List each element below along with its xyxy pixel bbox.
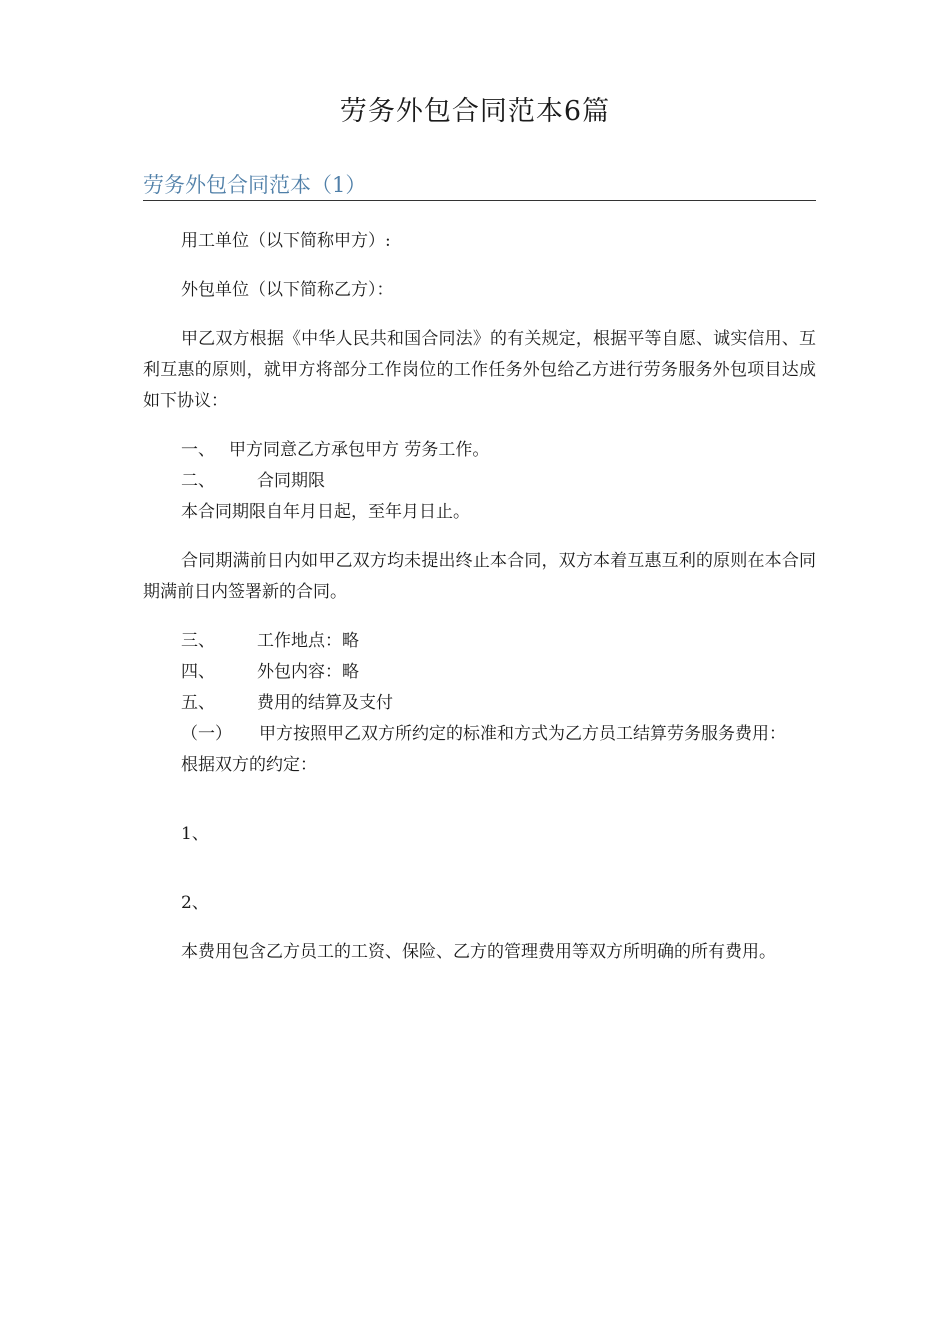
clause-5	[143, 688, 816, 719]
term-paragraph: 本合同期限自年月日起，至年月日止。	[181, 502, 470, 522]
party-b-line: 外包单位（以下简称乙方）：	[181, 280, 394, 300]
clause-2-number: 二、	[181, 471, 215, 491]
clause-4-number: 四、	[181, 662, 215, 682]
agreement-paragraph: 根据双方的约定：	[181, 755, 317, 775]
clause-3	[143, 626, 816, 657]
clause-4-text: 外包内容：略	[257, 662, 359, 682]
list-item-1: 1、	[181, 824, 209, 844]
fee-paragraph: 本费用包含乙方员工的工资、保险、乙方的管理费用等双方所明确的所有费用。	[181, 942, 776, 962]
document-body	[143, 226, 816, 968]
clause-3-number: 三、	[181, 631, 215, 651]
clause-4	[143, 657, 816, 688]
clause-3-text: 工作地点：略	[257, 631, 359, 651]
subclause-1-text: 甲方按照甲乙双方所约定的标准和方式为乙方员工结算劳务服务费用：	[259, 724, 786, 744]
section-heading: 劳务外包合同范本（1）	[143, 170, 816, 201]
clause-2-text: 合同期限	[257, 471, 325, 491]
clause-1	[143, 435, 816, 466]
clause-5-number: 五、	[181, 693, 215, 713]
subclause-1-number: （一）	[181, 724, 232, 744]
renewal-paragraph: 合同期满前日内如甲乙双方均未提出终止本合同，双方本着互惠互利的原则在本合同期满前日内签署新的合同。	[143, 551, 816, 602]
party-a-line: 用工单位（以下简称甲方）:	[181, 231, 391, 251]
clause-1-number: 一、	[181, 440, 215, 460]
clause-5-text: 费用的结算及支付	[257, 693, 393, 713]
clause-2	[143, 466, 816, 497]
subclause-1	[143, 719, 816, 750]
preamble-paragraph: 甲乙双方根据《中华人民共和国合同法》的有关规定，根据平等自愿、诚实信用、互利互惠的原则，就甲方将部分工作岗位的工作任务外包给乙方进行劳务服务外包项目达成如下协议：	[143, 329, 816, 411]
document-title: 劳务外包合同范本6篇	[339, 96, 611, 127]
clause-1-text: 甲方同意乙方承包甲方 劳务工作。	[229, 440, 490, 460]
list-item-2: 2、	[181, 893, 209, 913]
